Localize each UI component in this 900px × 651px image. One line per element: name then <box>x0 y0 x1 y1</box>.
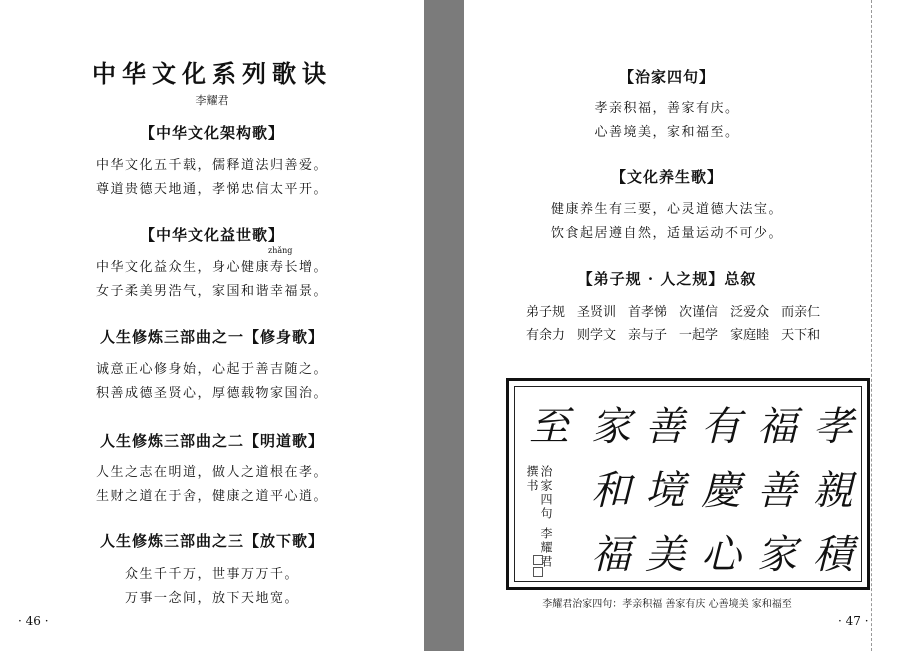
calligraphy-char: 家 <box>757 532 797 578</box>
section-heading: 人生修炼三部曲之一【修身歌】 <box>99 328 324 346</box>
verse-line: 孝亲积福，善家有庆。 <box>594 101 740 116</box>
page-number: · 46 · <box>18 614 49 628</box>
calligraphy-char: 積 <box>813 532 853 578</box>
calligraphy-char: 有 <box>701 404 741 450</box>
calligraphy-column <box>589 395 633 587</box>
calligraphy-column <box>527 395 571 459</box>
verse-line: 积善成德圣贤心，厚德载物家国治。 <box>95 386 328 401</box>
verse-line: 众生千千万，世事万万千。 <box>124 567 299 582</box>
calligraphy-frame <box>506 378 870 590</box>
calligraphy-artwork <box>514 386 862 582</box>
calligraphy-char: 和 <box>591 468 631 514</box>
dizigui-phrase: 而亲仁 <box>781 305 821 320</box>
left-page <box>0 0 424 651</box>
calligraphy-char: 親 <box>813 468 853 514</box>
verse-line: 万事一念间，放下天地宽。 <box>124 591 299 606</box>
section-heading: 【弟子规 · 人之规】总叙 <box>577 270 757 288</box>
verse-line: 心善境美，家和福至。 <box>594 125 740 140</box>
calligraphy-char: 心 <box>701 532 741 578</box>
book-gutter <box>424 0 464 651</box>
dizigui-phrase: 圣贤训 <box>577 305 617 320</box>
calligraphy-column <box>699 395 743 587</box>
verse-line: 饮食起居遵自然，适量运动不可少。 <box>550 226 783 241</box>
section-heading: 【治家四句】 <box>618 68 715 86</box>
verse-line: 中华文化益众生，身心健康寿长增。 <box>95 260 328 275</box>
dizigui-phrase: 一起学 <box>679 328 719 343</box>
dizigui-phrase: 家庭睦 <box>730 328 770 343</box>
verse-line: 生财之道在于舍，健康之道平心逍。 <box>95 489 328 504</box>
verse-line: 人生之志在明道，做人之道根在孝。 <box>95 465 328 480</box>
seal-stamp <box>533 567 543 577</box>
seal-stamp <box>533 555 543 565</box>
dizigui-phrase: 首孝悌 <box>628 305 668 320</box>
calligraphy-char: 福 <box>591 532 631 578</box>
calligraphy-signature: 治家四句 李耀君撰书 <box>525 465 553 569</box>
dizigui-phrase: 则学文 <box>577 328 617 343</box>
calligraphy-column <box>755 395 799 587</box>
calligraphy-caption: 李耀君治家四句：孝亲积福 善家有庆 心善境美 家和福至 <box>542 599 792 610</box>
calligraphy-char: 至 <box>529 404 569 450</box>
section-heading: 【文化养生歌】 <box>610 168 723 186</box>
section-heading: 【中华文化架构歌】 <box>139 124 284 142</box>
calligraphy-char: 家 <box>591 404 631 450</box>
dizigui-phrase: 泛爱众 <box>730 305 770 320</box>
book-title: 中华文化系列歌诀 <box>92 59 332 88</box>
dizigui-phrase: 亲与子 <box>628 328 668 343</box>
calligraphy-char: 福 <box>757 404 797 450</box>
verse-line: 诚意正心修身始，心起于善吉随之。 <box>95 362 328 377</box>
calligraphy-char: 善 <box>645 404 685 450</box>
calligraphy-column <box>811 395 855 587</box>
verse-line: 女子柔美男浩气，家国和谐幸福景。 <box>95 284 328 299</box>
calligraphy-char: 善 <box>757 468 797 514</box>
dizigui-phrase: 天下和 <box>781 328 821 343</box>
calligraphy-column <box>643 395 687 587</box>
dizigui-row <box>526 301 832 320</box>
calligraphy-char: 孝 <box>813 404 853 450</box>
dizigui-row <box>526 324 832 343</box>
section-heading: 人生修炼三部曲之三【放下歌】 <box>99 532 324 550</box>
dizigui-phrase: 次谨信 <box>679 305 719 320</box>
calligraphy-char: 慶 <box>701 468 741 514</box>
author-name: 李耀君 <box>195 94 229 107</box>
dizigui-phrase: 有余力 <box>526 328 566 343</box>
pinyin-annotation: zhǎng <box>268 246 293 255</box>
right-page <box>464 0 900 651</box>
verse-line: 中华文化五千载，儒释道法归善爱。 <box>95 158 328 173</box>
section-heading: 人生修炼三部曲之二【明道歌】 <box>99 432 324 450</box>
verse-line: 尊道贵德天地通，孝悌忠信太平开。 <box>95 182 328 197</box>
page-edge-guide <box>871 0 872 651</box>
section-heading: 【中华文化益世歌】 <box>139 226 284 244</box>
calligraphy-char: 境 <box>645 468 685 514</box>
calligraphy-char: 美 <box>645 532 685 578</box>
page-number: · 47 · <box>838 614 869 628</box>
verse-line: 健康养生有三要，心灵道德大法宝。 <box>550 202 783 217</box>
dizigui-phrase: 弟子规 <box>526 305 566 320</box>
